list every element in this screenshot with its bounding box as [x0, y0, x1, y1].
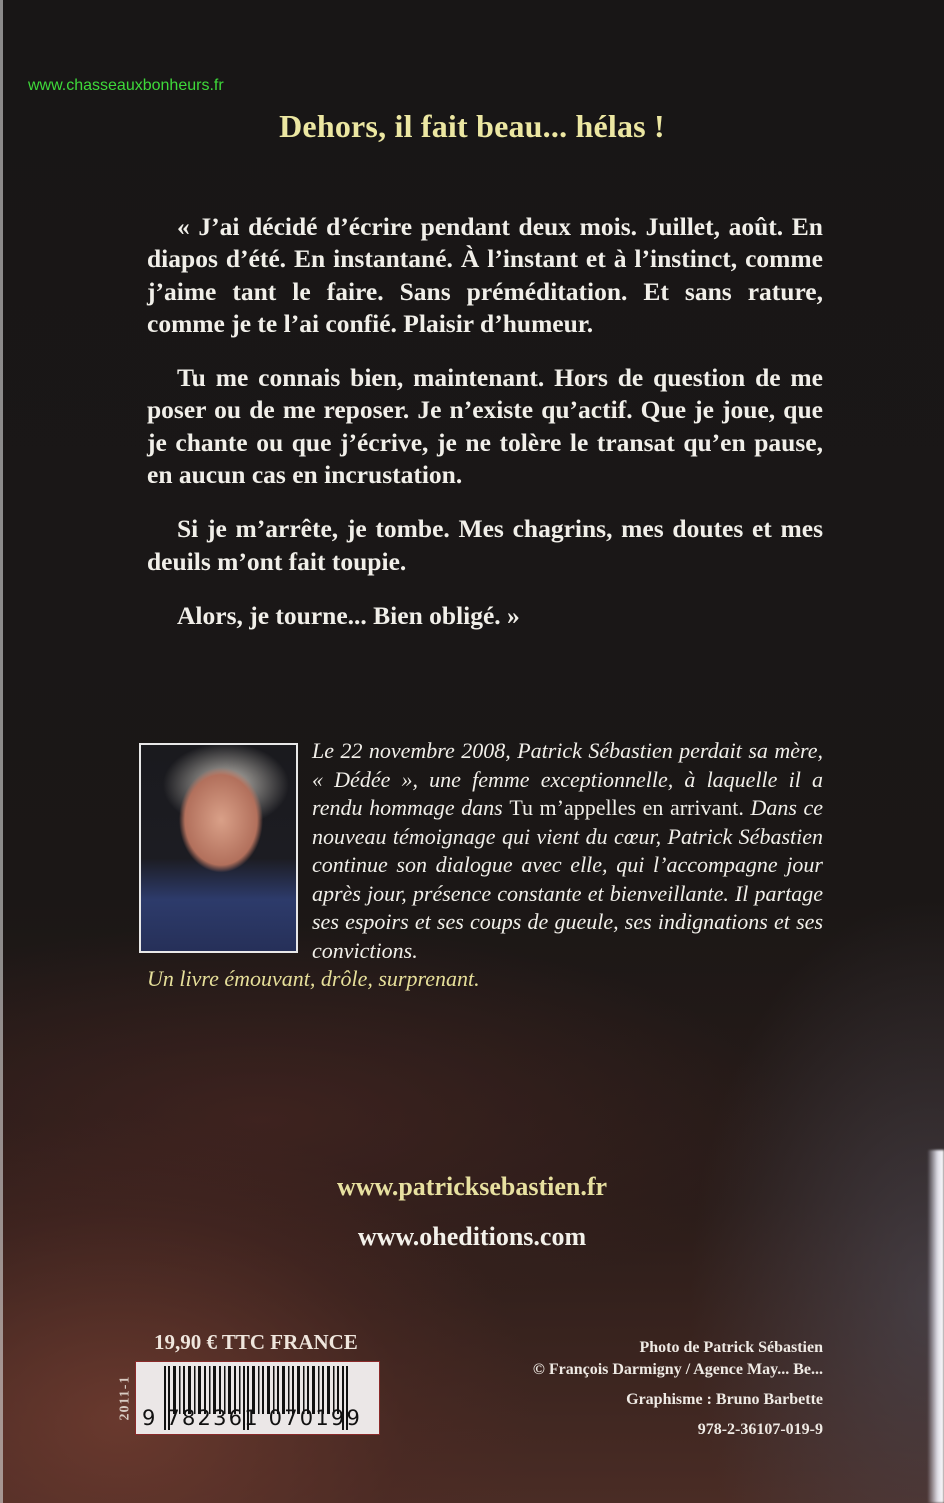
photo-credit-line: Photo de Patrick Sébastien — [639, 1339, 823, 1356]
author-bio — [147, 737, 823, 994]
quote-paragraph: Si je m’arrête, je tombe. Mes chagrins, mes doutes et mes deuils m’ont fait toupie. — [147, 514, 823, 576]
graphisme-credit: Graphisme : Bruno Barbette — [626, 1391, 823, 1408]
scan-edge — [0, 0, 3, 1503]
publisher-website-link[interactable]: www.oheditions.com — [357, 1222, 587, 1251]
tagline: Un livre émouvant, drôle, surprenant. — [147, 966, 480, 991]
bio-part-1: Le 22 novembre 2008, Patrick Sébastien perdait sa mère, « Dédée », une femme exceptionnelle, à laquelle il a rendu hommage dans — [312, 738, 823, 820]
isbn-barcode — [135, 1361, 380, 1435]
edition-code: 2011-1 — [117, 1375, 133, 1421]
book-title: Dehors, il fait beau... hélas ! — [279, 108, 665, 144]
author-website-link[interactable]: www.patricksebastien.fr — [336, 1172, 608, 1201]
price-label: 19,90 € TTC FRANCE — [154, 1330, 358, 1354]
credits-block — [533, 1337, 823, 1441]
bio-part-2: Dans ce nouveau témoignage qui vient du cœur, Patrick Sébastien continue son dialogue avec elle, qui l’accompagne jour après jour, présence constante et bienveillante. Il partage ses espoirs et ses coups de gueule, ses indignations et ses convictions. — [312, 795, 823, 963]
barcode-digits: 9 782361 070199 — [142, 1406, 363, 1430]
cover-wear-highlight — [928, 1150, 944, 1503]
watermark-link[interactable]: www.chasseauxbonheurs.fr — [28, 77, 224, 94]
isbn-number: 978-2-36107-019-9 — [697, 1421, 823, 1438]
quote-paragraph: Alors, je tourne... Bien obligé. » — [177, 600, 520, 630]
referenced-book-title: Tu m’appelles en arrivant. — [509, 795, 744, 820]
quote-paragraph: « J’ai décidé d’écrire pendant deux mois. Juillet, août. En diapos d’été. En instantané. À l’instant et à l’instinct, comme j’aime tant le faire. Sans préméditation. Et sans rature, comme je te l’ai confié. Plaisir d’humeur. — [147, 212, 823, 338]
excerpt-quote — [147, 211, 823, 654]
author-photo — [139, 743, 298, 953]
quote-paragraph: Tu me connais bien, maintenant. Hors de question de me poser ou de me reposer. Je n’existe qu’actif. Que je joue, que je chante ou que j’écrive, je ne tolère le transat qu’en pause, en aucun cas en incrustation. — [147, 363, 823, 490]
photo-copyright-line: © François Darmigny / Agence May... Be... — [532, 1361, 823, 1378]
